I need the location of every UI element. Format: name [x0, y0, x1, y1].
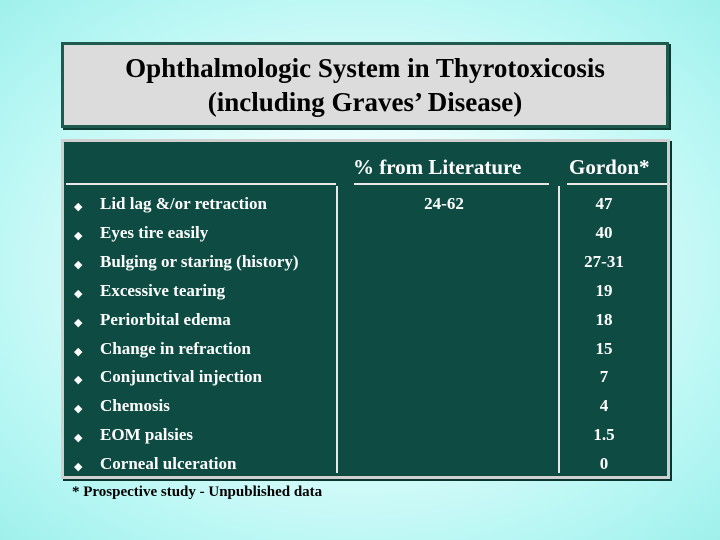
- row-label: Periorbital edema: [100, 309, 231, 329]
- row-gordon-value: 0: [599, 454, 609, 474]
- header-underline-left: [66, 183, 336, 185]
- table-row: [64, 338, 667, 367]
- slide-title-line-2: (including Graves’ Disease): [207, 87, 523, 117]
- data-table: [61, 139, 670, 479]
- table-row: [64, 395, 667, 424]
- diamond-bullet-icon: ◆: [74, 374, 83, 387]
- row-label: Lid lag &/or retraction: [100, 194, 267, 213]
- table-row: [64, 309, 667, 338]
- row-label: Change in refraction: [100, 338, 251, 358]
- row-gordon-value: 18: [595, 309, 613, 329]
- diamond-bullet-icon: ◆: [74, 432, 83, 445]
- table-row: [64, 453, 667, 482]
- row-label: Bulging or staring (history): [100, 251, 299, 271]
- diamond-bullet-icon: ◆: [74, 403, 83, 416]
- row-gordon-value: 7: [599, 367, 609, 387]
- footnote: * Prospective study - Unpublished data: [72, 484, 323, 500]
- row-gordon-value: 40: [595, 222, 613, 242]
- row-gordon-value: 4: [599, 396, 609, 416]
- diamond-bullet-icon: ◆: [74, 461, 83, 474]
- diamond-bullet-icon: ◆: [74, 316, 83, 329]
- table-row: [64, 280, 667, 309]
- diamond-bullet-icon: ◆: [74, 201, 83, 213]
- header-underline-gordon: [567, 183, 667, 185]
- table-row: [64, 251, 667, 280]
- row-label: EOM palsies: [100, 425, 194, 445]
- diamond-bullet-icon: ◆: [74, 229, 83, 242]
- header-gordon: Gordon*: [569, 155, 650, 179]
- row-literature-value: 24-62: [424, 194, 464, 213]
- row-gordon-value: 27-31: [584, 251, 624, 271]
- table-row: [64, 424, 667, 453]
- table-row: [64, 366, 667, 395]
- slide-title-line-1: Ophthalmologic System in Thyrotoxicosis: [125, 53, 605, 83]
- slide-title-box: [61, 42, 669, 128]
- diamond-bullet-icon: ◆: [74, 345, 83, 358]
- row-label: Chemosis: [100, 396, 170, 416]
- row-label: Corneal ulceration: [100, 454, 237, 474]
- header-underline-literature: [354, 183, 549, 185]
- table-row: [64, 193, 667, 222]
- table-row: [64, 222, 667, 251]
- row-gordon-value: 15: [595, 338, 613, 358]
- diamond-bullet-icon: ◆: [74, 258, 83, 271]
- row-gordon-value: 47: [595, 194, 613, 213]
- row-label: Excessive tearing: [100, 280, 226, 300]
- diamond-bullet-icon: ◆: [74, 287, 83, 300]
- row-label: Conjunctival injection: [100, 367, 262, 387]
- row-label: Eyes tire easily: [100, 222, 209, 242]
- header-literature: % from Literature: [353, 155, 522, 179]
- row-gordon-value: 1.5: [593, 425, 615, 445]
- row-gordon-value: 19: [595, 280, 613, 300]
